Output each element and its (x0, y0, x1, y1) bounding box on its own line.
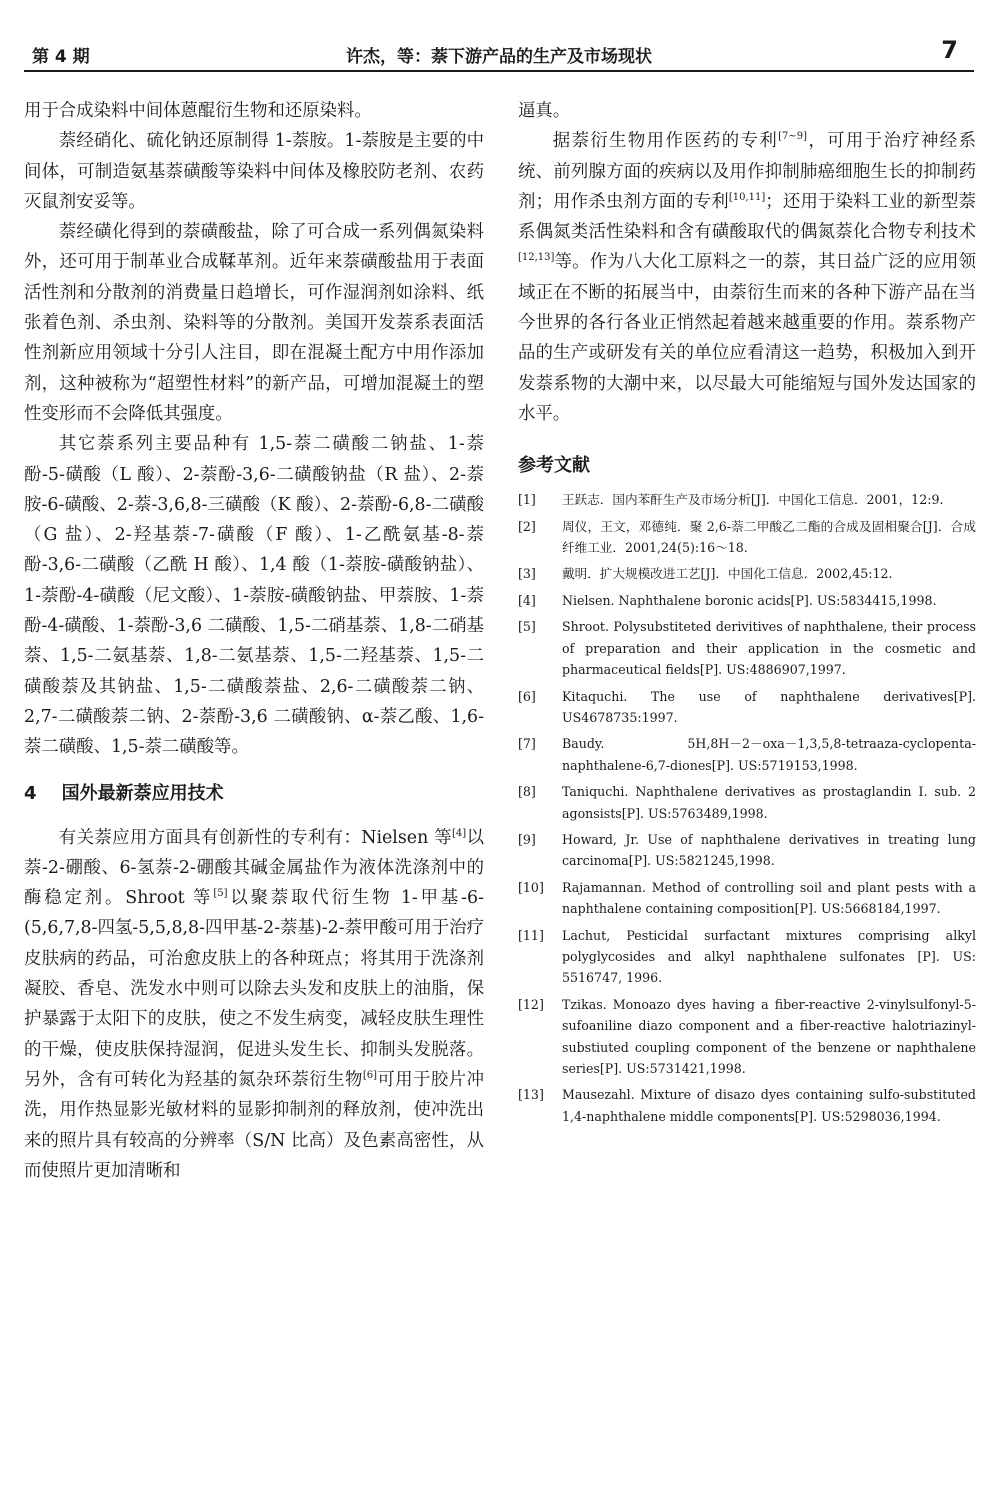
reference-item (518, 733, 976, 776)
reference-text: Rajamannan. Method of controlling soil and plant pests with a naphthalene containing composition[P]. US:5668184,1997. (562, 879, 976, 917)
reference-text: Baudy. 5H,8H－2－oxa－1,3,5,8-tetraaza-cyclopenta-naphthalene-6,7-diones[P]. US:5719153,1998. (562, 736, 976, 773)
reference-text: Shroot. Polysubstiteted derivitives of naphthalene, their process of preparation and their application in the cosmetic and pharmaceutical fields[P]. US:4886907,1997. (562, 619, 976, 678)
reference-text: Howard, Jr. Use of naphthalene derivatives in treating lung carcinoma[P]. US:5821245,1998. (562, 831, 976, 869)
reference-text: Taniquchi. Naphthalene derivatives as prostaglandin I. sub. 2 agonsists[P]. US:5763489,1998. (562, 784, 976, 821)
reference-number: [1] (518, 492, 536, 508)
citation: [12,13] (518, 252, 555, 264)
text-run: 有关萘应用方面具有创新性的专利有：Nielsen 等 (58, 827, 453, 848)
text-run: 以聚萘取代衍生物 1-甲基-6-(5,6,7,8-四氢-5,5,8,8-四甲基-2-萘基)-2-萘甲酸可用于治疗皮肤病的药品，可治愈皮肤上的各种斑点；将其用于洗涤剂凝胶、香皂、洗发水中则可以除去头发和皮肤上的油脂，保护暴露于太阳下的皮肤，使之不发生病变，减轻皮肤生理性的干燥，使皮肤保持湿润，促进头发生长、抑制头发脱落。另外，含有可转化为羟基的氮杂环萘衍生物 (24, 888, 484, 1090)
reference-number: [9] (518, 831, 536, 847)
citation: [5] (213, 888, 228, 900)
reference-number: [7] (518, 736, 536, 752)
reference-number: [10] (518, 879, 544, 895)
reference-text: Nielsen. Naphthalene boronic acids[P]. US:5834415,1998. (562, 592, 937, 608)
citation: [7~9] (778, 131, 807, 143)
reference-item (518, 829, 976, 872)
paragraph-continued: 用于合成染料中间体蒽醌衍生物和还原染料。 (24, 101, 372, 121)
left-column (24, 96, 484, 1186)
reference-text: Kitaquchi. The use of naphthalene derivatives[P]. US4678735:1997. (562, 688, 976, 725)
text-run: 据萘衍生物用作医药的专利 (552, 131, 779, 152)
issue-label: 第 4 期 (32, 47, 90, 67)
section-heading (24, 779, 484, 805)
reference-item (518, 516, 976, 559)
reference-number: [13] (518, 1087, 544, 1103)
text-run: ，可用于治疗神经系统、前列腺方面的疾病以及用作抑制肺癌细胞生长的抑制药剂；用作杀虫剂方面的专利 (518, 131, 976, 212)
reference-number: [11] (518, 927, 544, 943)
paragraph-naphthylamine: 萘经硝化、硫化钠还原制得 1-萘胺。1-萘胺是主要的中间体，可制造氨基萘磺酸等染料中间体及橡胶防老剂、农药灭鼠剂安妥等。 (24, 131, 484, 212)
text-run: ；还用于染料工业的新型萘系偶氮类活性染料和含有磺酸取代的偶氮萘化合物专利技术 (518, 191, 976, 243)
citation: [6] (362, 1069, 377, 1081)
reference-number: [5] (518, 619, 536, 635)
paragraph-sulfonates: 萘经磺化得到的萘磺酸盐，除了可合成一系列偶氮染料外，还可用于制革业合成鞣革剂。近年来萘磺酸盐用于表面活性剂和分散剂的消费量日趋增长，可作湿润剂如涂料、纸张着色剂、杀虫剂、染料等的分散剂。美国开发萘系表面活性剂新应用领域十分引人注目，即在混凝土配方中用作添加剂，这种被称为“超塑性材料”的新产品，可增加混凝土的塑性变形而不会降低其强度。 (24, 222, 484, 424)
reference-item (518, 925, 976, 989)
running-title: 许杰，等：萘下游产品的生产及市场现状 (346, 47, 652, 67)
text-run: 可用于胶片冲洗，用作热显影光敏材料的显影抑制剂的释放剂，使冲洗出来的照片具有较高的分辨率（S/N 比高）及色素高密性，从而使照片更加清晰和 (24, 1069, 484, 1181)
reference-text: Mausezahl. Mixture of disazo dyes containing sulfo-substituted 1,4-naphthalene middle components[P]. US:5298036,1994. (562, 1087, 976, 1124)
reference-item (518, 489, 976, 510)
reference-item (518, 616, 976, 680)
section-title: 国外最新萘应用技术 (61, 782, 224, 804)
reference-item (518, 590, 976, 611)
reference-text: Lachut, Pesticidal surfactant mixtures comprising alkyl polyglycosides and alkyl naphthalene sulfonates [P]. US: 5516747, 1996. (562, 927, 976, 986)
reference-text: 周仪，王文，邓德纯．聚 2,6-萘二甲酸乙二酯的合成及固相聚合[J]．合成纤维工业．2001,24(5):16～18. (562, 518, 976, 556)
reference-number: [4] (518, 592, 536, 608)
running-header (24, 30, 974, 72)
text-run: 等。作为八大化工原料之一的萘，其日益广泛的应用领域正在不断的拓展当中，由萘衍生而来的各种下游产品在当今世界的各行各业正悄然起着越来越重要的作用。萘系物产品的生产或研发有关的单位应看清这一趋势，积极加入到开发萘系物的大潮中来，以尽最大可能缩短与国外发达国家的水平。 (518, 252, 976, 424)
reference-text: 戴明．扩大规模改进工艺[J]．中国化工信息．2002,45:12. (562, 566, 893, 582)
page-number: 7 (941, 36, 958, 64)
reference-number: [3] (518, 566, 536, 582)
reference-item (518, 877, 976, 920)
reference-item (518, 1084, 976, 1127)
reference-item (518, 994, 976, 1080)
reference-number: [6] (518, 688, 536, 704)
citation: [10,11] (728, 191, 766, 203)
reference-item (518, 563, 976, 584)
paragraph-medical-patents (518, 126, 976, 429)
paragraph-continued: 逼真。 (518, 101, 571, 121)
reference-number: [12] (518, 996, 544, 1012)
reference-text: Tzikas. Monoazo dyes having a fiber-reactive 2-vinylsulfonyl-5-sufoaniline diazo component and a fiber-reactive halotriazinyl-substiuted coupling component of the benzene or naphthalene series[P]. US:5731421,1998. (562, 996, 976, 1077)
right-column (518, 96, 976, 1132)
reference-number: [2] (518, 518, 536, 534)
paragraph-other-products: 其它萘系列主要品种有 1,5-萘二磺酸二钠盐、1-萘酚-5-磺酸（L 酸）、2-萘酚-3,6-二磺酸钠盐（R 盐）、2-萘胺-6-磺酸、2-萘-3,6,8-三磺酸（K 酸）、2-萘酚-6,8-二磺酸（G 盐）、2-羟基萘-7-磺酸（F 酸）、1-乙酰氨基-8-萘酚-3,6-二磺酸（乙酰 H 酸）、1,4 酸（1-萘胺-磺酸钠盐）、1-萘酚-4-磺酸（尼文酸）、1-萘胺-磺酸钠盐、甲萘胺、1-萘酚-4-磺酸、1-萘酚-3,6 二磺酸、1,5-二硝基萘、1,8-二硝基萘、1,5-二氨基萘、1,8-二氨基萘、1,5-二羟基萘、1,5-二磺酸萘及其钠盐、1,5-二磺酸萘盐、2,6-二磺酸萘二钠、2,7-二磺酸萘二钠、2-萘酚-3,6 二磺酸钠、α-萘乙酸、1,6-萘二磺酸、1,5-萘二磺酸等。 (24, 434, 484, 758)
reference-text: 王跃志．国内苯酐生产及市场分析[J]．中国化工信息．2001，12:9. (562, 492, 944, 508)
reference-list (518, 489, 976, 1127)
citation: [4] (452, 827, 467, 839)
reference-item (518, 686, 976, 729)
reference-number: [8] (518, 784, 536, 800)
reference-item (518, 781, 976, 824)
section-number: 4 (24, 782, 37, 804)
paragraph-patents (24, 823, 484, 1187)
text-run: 以萘-2-硼酸、6-氢萘-2-硼酸其碱金属盐作为液体洗涤剂中的酶稳定剂。Shroot 等 (24, 827, 484, 909)
references-heading: 参考文献 (518, 455, 590, 477)
